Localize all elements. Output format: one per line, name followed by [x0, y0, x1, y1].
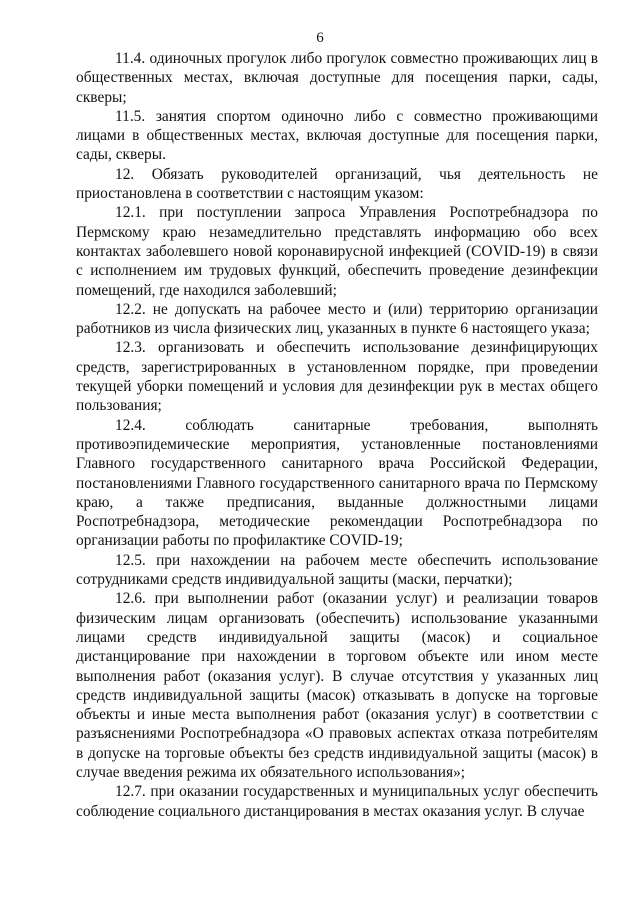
paragraph-12-2: 12.2. не допускать на рабочее место и (или) территорию организации работников из числа физических лиц, указанных в пункте 6 настоящего указа; [76, 300, 598, 338]
paragraph-12-7: 12.7. при оказании государственных и муниципальных услуг обеспечить соблюдение социального дистанцирования в местах оказания услуг. В случае [76, 783, 598, 820]
paragraph-12-6: 12.6. при выполнении работ (оказании услуг) и реализации товаров физическим лицам организовать (обеспечить) использование указанными лицами средств индивидуальной защиты (масок) и социальное дистанцирование при нахождении в торговом объекте или ином месте выполнения работ (оказания услуг). В случае отсутствия у указанных лиц средств индивидуальной защиты (масок) отказывать в допуске на торговые объекты и иные места выполнения работ (оказания услуг) в соответствии с разъяснениями Роспотребнадзора «О правовых аспектах отказа потребителям в допуске на торговые объекты без средств индивидуальной защиты (масок) в случае введения режима их обязательного использования»; [76, 590, 598, 781]
paragraph-12-1: 12.1. при поступлении запроса Управления Роспотребнадзора по Пермскому краю незамедлительно представлять информацию обо всех контактах заболевшего новой коронавирусной инфекцией (COVID-19) в связи с исполнением им трудовых функций, обеспечить проведение дезинфекции помещений, где находился заболевший; [76, 204, 598, 299]
paragraph-12-5: 12.5. при нахождении на рабочем месте обеспечить использование сотрудниками средств индивидуальной защиты (маски, перчатки); [76, 551, 598, 589]
paragraph-11-5: 11.5. занятия спортом одиночно либо с совместно проживающими лицами в общественных местах, включая доступные для посещения парки, сады, скверы. [76, 107, 598, 164]
paragraph-12: 12. Обязать руководителей организаций, чья деятельность не приостановлена в соответствии с настоящим указом: [76, 165, 598, 203]
paragraph-12-3: 12.3. организовать и обеспечить использование дезинфицирующих средств, зарегистрированных в установленном порядке, при проведении текущей уборки помещений и условия для дезинфекции рук в местах общего пользования; [76, 339, 598, 415]
paragraph-12-4: 12.4. соблюдать санитарные требования, выполнять противоэпидемические мероприятия, установленные постановлениями Главного государственного санитарного врача Российской Федерации, постановлениями Главного государственного санитарного врача по Пермскому краю, а также предписания, выданные должностными лицами Роспотребнадзора, методические рекомендации Роспотребнадзора по организации работы по профилактике COVID-19; [76, 416, 598, 550]
page-number: 6 [316, 30, 324, 46]
document-body [76, 49, 598, 821]
paragraph-11-4: 11.4. одиночных прогулок либо прогулок совместно проживающих лиц в общественных местах, включая доступные для посещения парки, сады, скверы; [76, 50, 598, 106]
